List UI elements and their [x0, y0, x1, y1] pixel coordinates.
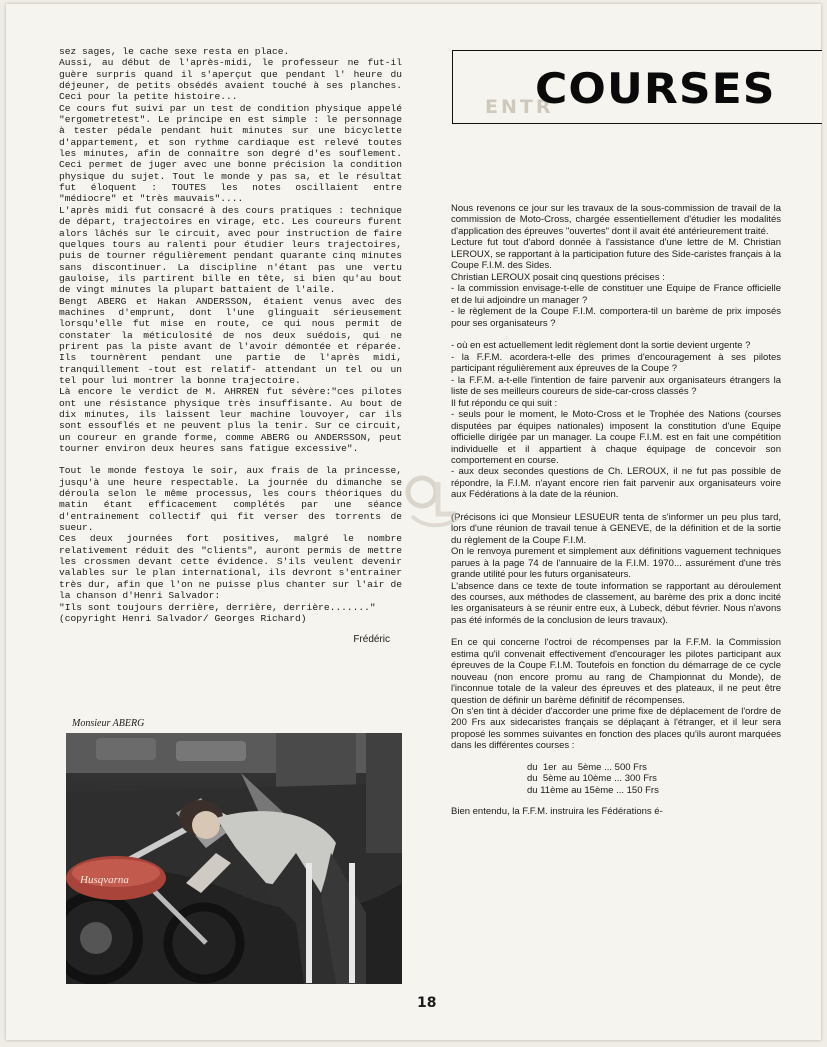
tank-brand-text: Husqvarna [80, 874, 129, 886]
prize-line: du 11ème au 15ème ... 150 Frs [527, 784, 659, 796]
author-signature: Frédéric [353, 634, 390, 646]
prize-line: du 5ème au 10ème ... 300 Frs [527, 773, 657, 785]
right-paragraph: (Précisons ici que Monsieur LESUEUR tenta de s'informer un peu plus tard, lors d'une réunion de travail tenue à GENEVE, de la définition et de la sortie du règlement de la Coupe F.I.M. [451, 511, 781, 546]
ghost-header-text: ENTR [485, 96, 554, 118]
photo-illustration [66, 733, 402, 984]
right-paragraph: - où en est actuellement ledit règlement dont la sortie devient urgente ? - la F.F.M. acordera-t-elle des primes d'encouragement à ses pilotes participant régulièrement aux épreuves de la Coupe ? - la F.F.M. a-t-elle l'intention de faire parvenir aux organisateurs étrangers la liste de ses meilleurs coureurs de side-car-cross classés ? [451, 340, 781, 398]
left-paragraph: L'après midi fut consacré à des cours pratiques : technique de départ, trajectoires en virage, etc. Les coureurs furent alors lâchés sur le circuit, avec pour instruction de faire quelques tours au ralenti pour étudier leurs trajectoires, puis de tourner régulièrement pendant quarante cinq minutes sans discontinuer. La discipline n'étant pas une vertu gauloise, ils partirent bille en tête, si bien qu'au bout de vingt minutes la plupart battaient de l'aile. [59, 204, 402, 296]
right-paragraph: En ce qui concerne l'octroi de récompenses par la F.F.M. la Commission estima qu'il convenait effectivement d'encourager les pilotes participant aux épreuves de la Coupe F.I.M. Toutefois en fonction du démarrage de ce cycle nouveau (non encore promu au rang de Championnat du Monde), de l'inconnue totale de la valeur des épreuves et des plateaux, il ne peut être question de définir un barème définitif de récompenses. [451, 637, 781, 706]
right-paragraph: Lecture fut tout d'abord donnée à l'assistance d'une lettre de M. Christian LEROUX, se rapportant à la participation future des Side-caristes français à la Coupe F.I.M. des Sides. [451, 237, 781, 272]
photo-caption: Monsieur ABERG [72, 718, 145, 729]
left-paragraph: Tout le monde festoya le soir, aux frais de la princesse, jusqu'à une heure respectable. La journée du dimanche se déroula selon le même processus, les cours théoriques du matin étant efficacement complétés par une séance d'entrainement collectif qui fit verser des torrents de sueur. [59, 465, 402, 534]
right-paragraph: Il fut répondu ce qui suit : - seuls pour le moment, le Moto-Cross et le Trophée des Nations (courses disputées par équipes nationales) imposent la constitution d'une Equipe officielle dirigée par un manager. La coupe F.I.M. est en fait une compétition individuelle et il appartient à chaque équipage de concevoir son comportement en course. - aux deux secondes questions de Ch. LEROUX, il ne fut pas possible de répondre, la F.I.M. n'ayant encore rien fait parvenir aux organisateurs voire aux Fédérations à la date de la réunion. [451, 397, 781, 501]
left-article-column [59, 46, 402, 646]
closing-line: Bien entendu, la F.F.M. instruira les Fédérations é- [451, 806, 663, 818]
watermark-stamp [404, 474, 468, 528]
right-paragraph: On s'en tint à décider d'accorder une prime fixe de déplacement de l'ordre de 200 Frs aux sidecaristes français se déplaçant à l'étranger, et il leur sera proposé les sommes suivantes en fonction des places qu'ils auront marquées dans les différentes courses : [451, 706, 781, 752]
left-paragraph: sez sages, le cache sexe resta en place. Aussi, au début de l'après-midi, le professeur ne fut-il guère surpris quand il s'aperçut que pendant l' heure du déjeuner, de petits obsédés avaient touché à ses planches. Ceci pour la petite histoire... [59, 46, 402, 103]
left-paragraph: Bengt ABERG et Hakan ANDERSSON, étaient venus avec des machines d'emprunt, dont l'une glinguait sérieusement lorsqu'elle fut mise en route, ce qui nous permit de constater la méticulosité de nos deux suédois, qui ne prirent pas la piste avant de l'avoir démontée et réparée. Ils tournèrent pendant une partie de l'après midi, tranquillement -tout est relatif- attendant un tel ou un tel pour lui montrer la bonne trajectoire. [59, 295, 402, 386]
section-title: COURSES [535, 64, 776, 113]
right-article-column [451, 203, 781, 818]
right-paragraph: Nous revenons ce jour sur les travaux de la sous-commission de travail de la commission de Moto-Cross, chargée essentiellement d'étudier les modalités d'application des épreuves "ouvertes" dont il avait été antérieurement traité. [451, 203, 781, 237]
right-paragraph: Christian LEROUX posait cinq questions précises : - la commission envisage-t-elle de constituer une Equipe de France officielle et de lui adjoindre un manager ? - le règlement de la Coupe F.I.M. comportera-til un barème de prix imposés pour ses organisateurs ? [451, 271, 781, 329]
left-paragraph: Ce cours fut suivi par un test de condition physique appelé "ergometretest". Le principe en est simple : le personnage à tester pédale pendant huit minutes sur une bicyclette d'appartement, et son rythme cardiaque est relevé toutes les minutes, afin de connaître son degré d'es souflement. Ceci permet de juger avec une bonne précision la condition physique du sujet. Tout le monde y pas sa, et le résultat fut éloquent : TOUTES les notes oscillaient entre "médiocre" et "très mauvais".... [59, 102, 402, 205]
rider-photo [66, 733, 402, 984]
prize-line: du 1er au 5ème ... 500 Frs [527, 761, 647, 773]
left-paragraph: Ces deux journées fort positives, malgré le nombre relativement réduit des "clients", auront permis de mettre les crossmen devant cette évidence. S'ils veulent devenir valables sur le plan international, ils devront s'entrainer très dur, afin que l'on ne puisse plus chanter sur l'air de la chanson d'Henri Salvador: "Ils sont toujours derrière, derrière, derrière......." (copyright Henri Salvador/ Georges Richard) [59, 533, 402, 624]
right-paragraph: L'absence dans ce texte de toute information se rapportant au déroulement des courses, aux méthodes de classement, au barème des prix a donc incité les organisateurs à se réunir entre eux, à Lubeck, début février. Nous n'avons pas été informés de la conclusion de leurs travaux). [451, 580, 781, 626]
page-number: 18 [417, 995, 437, 1011]
right-paragraph: On le renvoya purement et simplement aux définitions vaguement techniques parues à la page 74 de l'annuaire de la F.I.M. 1970... assurément d'une très grande utilité pour les futurs organisateurs. [451, 546, 781, 581]
left-paragraph: Là encore le verdict de M. AHRREN fut sévère:"ces pilotes ont une résistance physique très insuffisante. Au bout de dix minutes, ils laissent leur machine louvoyer, car ils sont essouflés et ne peuvent plus la tenir. Sur ce circuit, un coureur en grande forme, comme ABERG ou ANDERSSON, peut tourner environ deux heures sans fatigue excessive". [59, 386, 402, 455]
